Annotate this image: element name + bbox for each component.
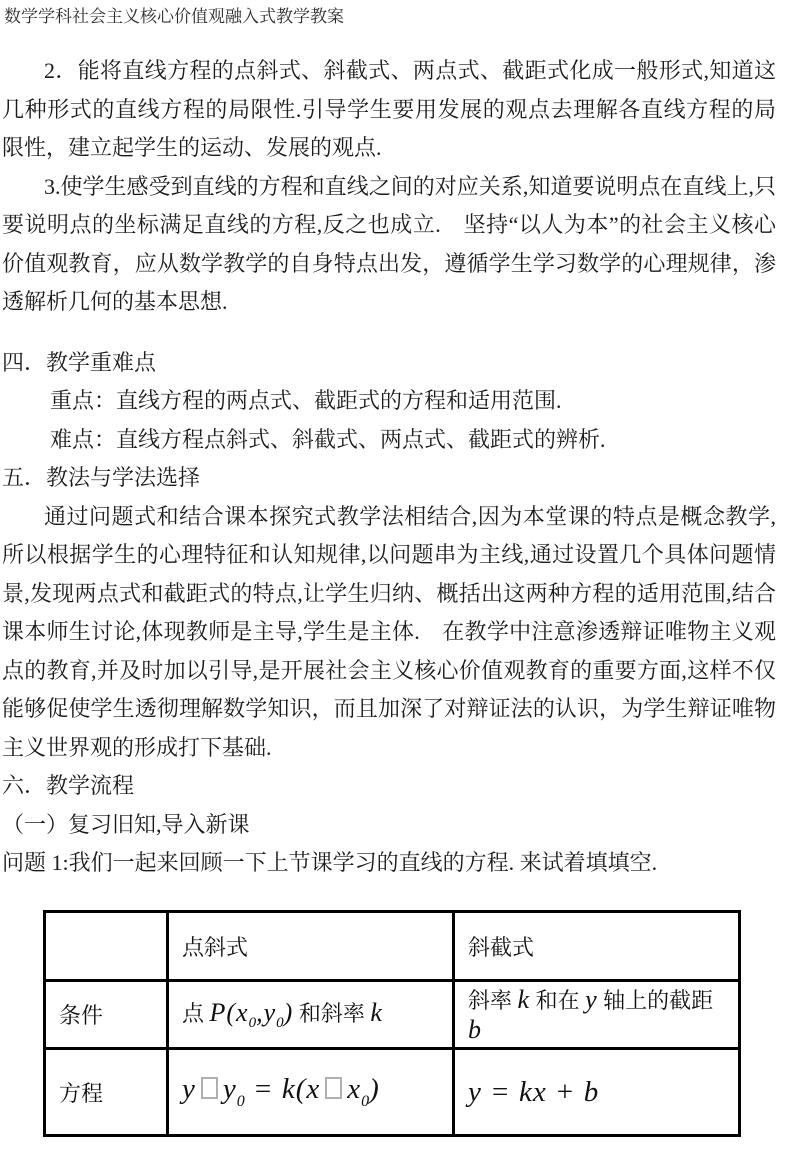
paragraph-objective-3: 3.使学生感受到直线的方程和直线之间的对应关系,知道要说明点在直线上,只要说明点的坐标满足直线的方程,反之也成立. 坚持“以人为本”的社会主义核心价值观教育，应从数学教学的自身特点出发，遵循学生学习数学的心理规律，渗透解析几何的基本思想. [2, 173, 776, 314]
formula-segment: y [182, 1073, 196, 1105]
equation-point-slope-cell [168, 1049, 454, 1136]
section-heading-key-points: 四．教学重难点 [2, 349, 157, 375]
formula-segment: y [222, 1073, 237, 1105]
table-header-row [45, 912, 740, 981]
formula-segment: 0 [236, 1093, 245, 1110]
formula-segment: x [347, 1073, 362, 1105]
missing-glyph-box [325, 1077, 342, 1099]
formula-segment: 和斜率 [293, 1001, 371, 1026]
formula-segment: 斜率 [468, 988, 518, 1013]
formula-segment: y [585, 985, 598, 1014]
formula-segment: 轴上的截距 [597, 988, 714, 1013]
key-point-line: 重点：直线方程的两点式、截距式的方程和适用范围. [50, 388, 562, 413]
missing-glyph-box [201, 1077, 218, 1099]
equation-slope-intercept-cell [454, 1049, 740, 1136]
formula-segment: 点 [182, 1001, 210, 1026]
table-header-empty-cell [45, 912, 168, 981]
document-header-title: 数学学科社会主义核心价值观融入式教学教案 [4, 7, 344, 26]
document-body [2, 52, 776, 883]
formula-segment: 0 [248, 1015, 257, 1031]
formula-segment: 0 [361, 1093, 370, 1110]
formula-segment: y = kx + b [468, 1075, 600, 1108]
section-heading-process: 六．教学流程 [2, 773, 135, 798]
formula-segment: ) [283, 998, 294, 1027]
paragraph-objective-2: 2．能将直线方程的点斜式、斜截式、两点式、截距式化成一般形式,知道这几种形式的直线方程的局限性.引导学生要用发展的观点去理解各直线方程的局限性，建立起学生的运动、发展的观点. [2, 58, 776, 160]
subsection-review-heading: （一）复习旧知,导入新课 [2, 811, 250, 837]
formula-segment: k [517, 985, 531, 1014]
table-header-slope-intercept: 斜截式 [454, 912, 740, 981]
formula-segment: P(x [209, 998, 249, 1027]
formula-segment: = k(x [244, 1073, 321, 1105]
table-row-equation [45, 1049, 740, 1136]
formula-segment: 0 [276, 1015, 284, 1031]
condition-point-slope-cell [168, 981, 454, 1049]
row-label-equation: 方程 [45, 1049, 168, 1136]
question-1-line: 问题 1:我们一起来回顾一下上节课学习的直线的方程. 来试着填填空. [2, 850, 658, 875]
difficult-point-line: 难点：直线方程点斜式、斜截式、两点式、截距式的辨析. [50, 426, 606, 452]
line-equation-review-table [43, 910, 741, 1137]
condition-slope-intercept-cell [454, 981, 740, 1049]
row-label-condition: 条件 [45, 981, 168, 1049]
formula-segment: k [370, 998, 383, 1027]
formula-segment: ) [369, 1073, 380, 1105]
formula-segment: b [468, 1015, 482, 1044]
table-header-point-slope: 点斜式 [168, 912, 454, 981]
section-heading-methods: 五．教法与学法选择 [2, 465, 201, 490]
table-row-condition [45, 981, 740, 1049]
formula-segment: ,y [256, 998, 277, 1027]
formula-segment: 和在 [530, 988, 586, 1013]
paragraph-teaching-methods: 通过问题式和结合课本探究式教学法相结合,因为本堂课的特点是概念教学,所以根据学生的心理特征和认知规律,以问题串为主线,通过设置几个具体问题情景,发现两点式和截距式的特点,让学生归纳、概括出这两种方程的适用范围,结合课本师生讨论,体现教师是主导,学生是主体. 在教学中注意渗透辩证唯物主义观点的教育,并及时加以引导,是开展社会主义核心价值观教育的重要方面,这样不仅能够促使学生透彻理解数学知识，而且加深了对辩证法的认识，为学生辩证唯物主义世界观的形成打下基础. [2, 503, 776, 760]
